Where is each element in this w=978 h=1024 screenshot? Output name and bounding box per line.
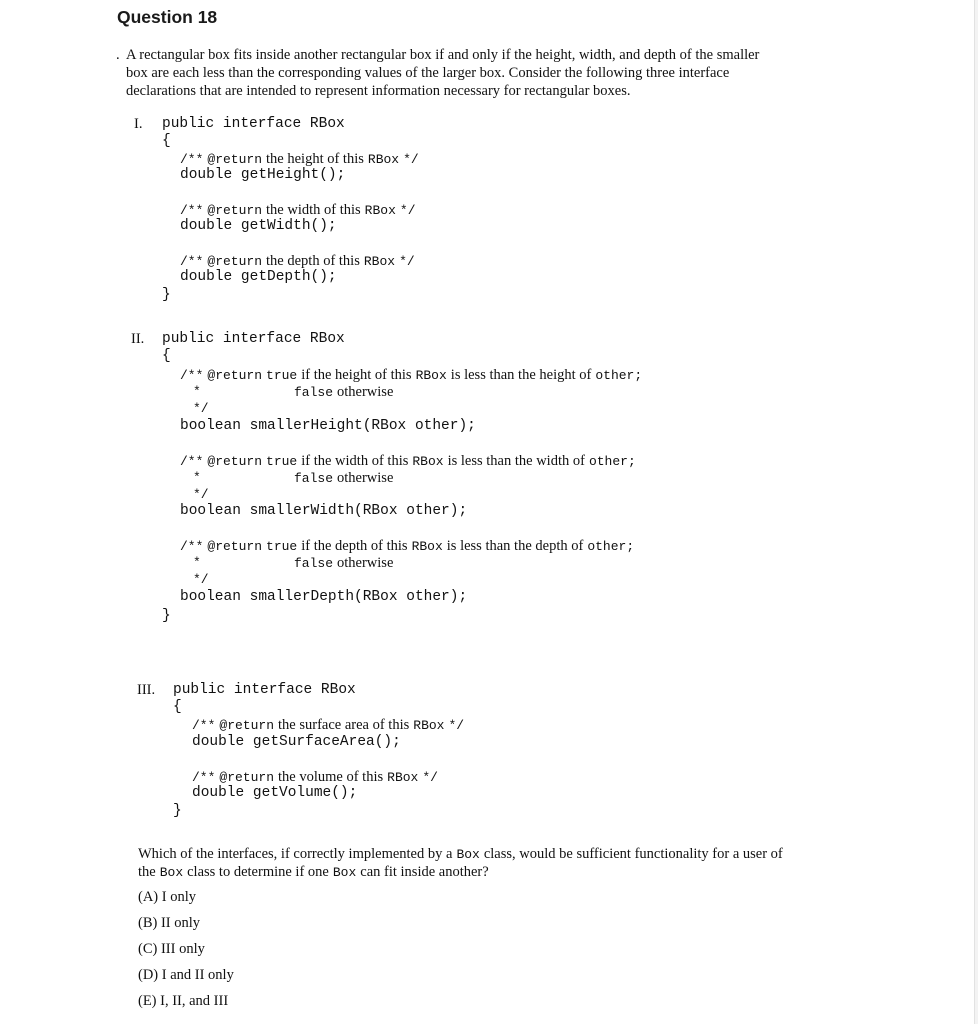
interface-i-width-method: double getWidth(); xyxy=(180,218,337,234)
interface-ii-height-false xyxy=(294,383,393,401)
interface-iii-close-brace: } xyxy=(173,803,182,819)
interface-i-depth-method: double getDepth(); xyxy=(180,269,337,285)
comment-star: * xyxy=(193,470,201,485)
comment-text: the depth of this xyxy=(266,253,360,269)
comment-open: /** xyxy=(180,539,204,554)
comment-star: * xyxy=(193,384,201,399)
comment-text: is less than the width of xyxy=(447,453,585,469)
interface-i-depth-comment xyxy=(180,252,415,270)
interface-i-close-brace: } xyxy=(162,287,171,303)
comment-text: otherwise xyxy=(337,384,394,400)
option-letter: (A) xyxy=(138,889,159,905)
interface-iii-area-method: double getSurfaceArea(); xyxy=(192,734,401,750)
interface-iii-volume-method: double getVolume(); xyxy=(192,785,358,801)
prompt-text: class, would be sufficient functionality for a user of xyxy=(483,846,783,862)
option-e[interactable] xyxy=(138,993,228,1010)
option-text: I and II only xyxy=(161,967,234,983)
interface-i-label: I. xyxy=(134,116,143,132)
comment-open: /** xyxy=(180,203,204,218)
type-name: RBox xyxy=(411,539,443,554)
comment-text: the volume of this xyxy=(278,769,384,785)
return-tag: @return xyxy=(207,254,263,269)
type-name: RBox xyxy=(415,368,447,383)
prompt-text: can fit inside another? xyxy=(360,864,489,880)
interface-ii-width-method: boolean smallerWidth(RBox other); xyxy=(180,503,468,519)
comment-close: */ xyxy=(193,401,209,416)
interface-ii-header: public interface RBox xyxy=(162,331,345,347)
type-name: RBox xyxy=(367,152,400,167)
option-text: II only xyxy=(160,915,201,931)
box-keyword: Box xyxy=(456,847,480,862)
comment-open: /** xyxy=(180,254,204,269)
option-b[interactable] xyxy=(138,915,200,932)
option-text: I, II, and III xyxy=(160,993,229,1009)
option-letter: (C) xyxy=(138,941,158,957)
interface-ii-label: II. xyxy=(131,331,145,347)
option-d[interactable] xyxy=(138,967,234,984)
option-text: I only xyxy=(161,889,196,905)
option-letter: (B) xyxy=(138,915,158,931)
other-keyword: other; xyxy=(588,454,636,469)
interface-ii-depth-comment xyxy=(180,537,634,555)
option-text: III only xyxy=(160,941,205,957)
question-title: Question 18 xyxy=(117,7,218,27)
option-a[interactable] xyxy=(138,889,196,906)
comment-open: /** xyxy=(192,718,216,733)
comment-text: otherwise xyxy=(337,470,394,486)
box-keyword: Box xyxy=(332,865,357,880)
other-keyword: other; xyxy=(595,368,643,383)
true-keyword: true xyxy=(266,454,298,469)
comment-text: if the height of this xyxy=(301,367,412,383)
comment-open: /** xyxy=(192,770,216,785)
comment-text: if the depth of this xyxy=(301,538,408,554)
type-name: RBox xyxy=(363,254,396,269)
interface-ii-height-method: boolean smallerHeight(RBox other); xyxy=(180,418,476,434)
stem-line-2: box are each less than the corresponding values of the larger box. Consider the following three interface xyxy=(126,65,730,81)
prompt-text: Which of the interfaces, if correctly implemented by a xyxy=(138,846,453,862)
interface-i-height-method: double getHeight(); xyxy=(180,167,346,183)
comment-text: is less than the height of xyxy=(450,367,592,383)
comment-close: */ xyxy=(193,487,209,502)
false-keyword: false xyxy=(294,385,334,400)
interface-ii-width-comment xyxy=(180,452,636,470)
comment-text: the width of this xyxy=(266,202,361,218)
false-keyword: false xyxy=(294,471,334,486)
type-name: RBox xyxy=(387,770,419,785)
return-tag: @return xyxy=(207,152,263,167)
interface-ii-close-brace: } xyxy=(162,608,171,624)
comment-text: the surface area of this xyxy=(278,717,410,733)
comment-text: is less than the depth of xyxy=(446,538,584,554)
interface-i-height-comment xyxy=(180,150,419,168)
box-keyword: Box xyxy=(159,865,184,880)
type-name: RBox xyxy=(412,454,444,469)
return-tag: @return xyxy=(219,770,275,785)
return-tag: @return xyxy=(207,454,263,469)
comment-text: if the width of this xyxy=(301,453,409,469)
interface-iii-volume-comment xyxy=(192,768,438,786)
option-letter: (E) xyxy=(138,993,157,1009)
comment-close: */ xyxy=(193,572,209,587)
comment-close: */ xyxy=(448,718,465,733)
type-name: RBox xyxy=(364,203,396,218)
interface-ii-height-comment xyxy=(180,366,642,384)
comment-open: /** xyxy=(180,152,204,167)
return-tag: @return xyxy=(207,203,263,218)
prompt-line-1 xyxy=(138,845,783,863)
interface-i-header: public interface RBox xyxy=(162,116,345,132)
other-keyword: other; xyxy=(587,539,635,554)
type-name: RBox xyxy=(413,718,445,733)
comment-text: the height of this xyxy=(266,151,364,167)
interface-iii-label: III. xyxy=(137,682,156,698)
prompt-line-2 xyxy=(138,863,489,881)
false-keyword: false xyxy=(294,556,334,571)
prompt-text: the xyxy=(138,864,156,880)
return-tag: @return xyxy=(219,718,275,733)
stem-line-1: A rectangular box fits inside another rectangular box if and only if the height, width, and depth of the smaller xyxy=(126,47,760,63)
prompt-text: class to determine if one xyxy=(187,864,329,880)
option-c[interactable] xyxy=(138,941,205,958)
comment-open: /** xyxy=(180,454,204,469)
return-tag: @return xyxy=(207,368,263,383)
option-letter: (D) xyxy=(138,967,159,983)
stem-bullet: . xyxy=(116,47,120,63)
interface-iii-area-comment xyxy=(192,716,464,734)
comment-close: */ xyxy=(399,254,415,269)
interface-iii-open-brace: { xyxy=(173,699,182,715)
comment-text: otherwise xyxy=(337,555,394,571)
stem-line-3: declarations that are intended to represent information necessary for rectangular boxes. xyxy=(126,83,631,99)
interface-ii-depth-method: boolean smallerDepth(RBox other); xyxy=(180,589,468,605)
interface-i-width-comment xyxy=(180,201,416,219)
comment-open: /** xyxy=(180,368,204,383)
comment-close: */ xyxy=(403,152,419,167)
interface-ii-depth-false xyxy=(294,554,393,572)
true-keyword: true xyxy=(266,368,298,383)
interface-i-open-brace: { xyxy=(162,133,171,149)
comment-star: * xyxy=(193,555,201,570)
comment-close: */ xyxy=(422,770,438,785)
interface-ii-width-false xyxy=(294,469,393,487)
true-keyword: true xyxy=(266,539,298,554)
interface-iii-header: public interface RBox xyxy=(173,682,356,698)
comment-close: */ xyxy=(399,203,416,218)
return-tag: @return xyxy=(207,539,263,554)
interface-ii-open-brace: { xyxy=(162,348,171,364)
